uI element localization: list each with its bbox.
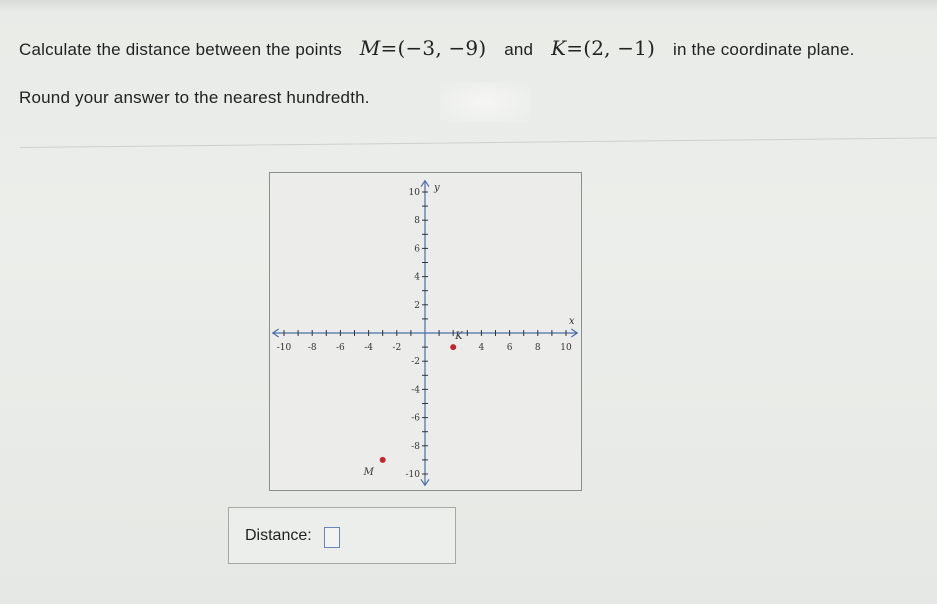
point-m-marker [380, 457, 386, 463]
y-tick-label: -2 [411, 357, 420, 368]
x-tick-label: -6 [336, 343, 345, 353]
point-m-expression: M=(−3, −9) [359, 36, 487, 60]
y-axis-label: y [434, 182, 440, 194]
x-tick-label: 8 [534, 343, 541, 353]
coordinate-plane [269, 172, 582, 491]
y-tick-label: 10 [408, 188, 420, 198]
question-prefix: Calculate the distance between the points [19, 40, 342, 59]
point-m-coords: (−3, −9) [397, 36, 487, 60]
point-k-coords: (2, −1) [583, 36, 656, 60]
answer-box [228, 507, 456, 564]
top-edge-shadow [0, 0, 937, 12]
x-tick-label: -8 [307, 343, 317, 353]
x-tick-label: -2 [392, 343, 402, 353]
point-m-name: M [359, 36, 381, 60]
point-k-expression: K=(2, −1) [551, 36, 656, 60]
x-axis-label: x [568, 316, 575, 327]
x-tick-label: 6 [506, 343, 513, 353]
y-tick-label: 8 [414, 216, 420, 227]
y-tick-label: 2 [414, 300, 420, 311]
coordinate-plane-svg [270, 173, 581, 490]
x-tick-label: 10 [560, 343, 572, 353]
question-and: and [504, 40, 534, 59]
y-tick-label: 6 [414, 244, 420, 255]
y-tick-label: -8 [411, 441, 420, 452]
section-divider [20, 137, 937, 148]
distance-label: Distance: [245, 527, 312, 544]
x-tick-label: -4 [364, 343, 373, 353]
question-line-1 [19, 36, 855, 60]
point-k-name: K [551, 36, 567, 60]
y-tick-label: 4 [414, 272, 420, 283]
distance-input[interactable] [324, 527, 340, 548]
question-suffix: in the coordinate plane. [673, 40, 855, 59]
question-line-2: Round your answer to the nearest hundredth. [19, 88, 370, 107]
point-k-marker [450, 344, 456, 350]
point-m-label: M [363, 466, 374, 478]
y-tick-label: -4 [411, 385, 420, 396]
x-tick-label: 4 [478, 343, 485, 353]
y-tick-label: -10 [405, 470, 420, 480]
point-k-label: K [455, 331, 463, 343]
x-tick-label: -10 [276, 343, 292, 353]
screen-glare [440, 82, 530, 122]
y-tick-label: -6 [411, 413, 420, 424]
